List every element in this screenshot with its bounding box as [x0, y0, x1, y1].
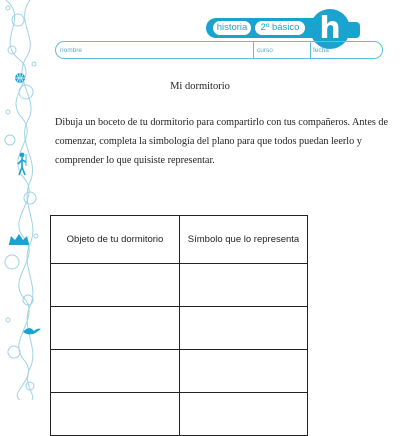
date-field-label: fecha: [313, 47, 329, 54]
worksheet-instructions: Dibuja un boceto de tu dormitorio para compartirlo con tus compañeros. Antes de comenzar, completa la simbología del plano para que todos puedan leerlo y comprender lo que quisiste representar.: [55, 117, 388, 166]
table-cell[interactable]: [51, 264, 180, 307]
field-divider: [253, 42, 254, 58]
worksheet-title: Mi dormitorio: [170, 81, 230, 92]
table-row: [51, 350, 308, 393]
student-info-bar: [55, 41, 383, 59]
table-row: [51, 307, 308, 350]
table-cell[interactable]: [51, 393, 180, 436]
table-header-row: [51, 216, 308, 264]
table-cell[interactable]: [180, 264, 308, 307]
name-field-label: nombre: [60, 47, 83, 54]
decorative-swirl-border: [0, 0, 46, 400]
table-cell[interactable]: [180, 393, 308, 436]
table-row: [51, 264, 308, 307]
table-cell[interactable]: [51, 350, 180, 393]
course-field-label: curso: [257, 47, 273, 54]
bird-icon: [22, 326, 42, 336]
person-figure-icon: [16, 152, 28, 176]
column-header-symbol: Símbolo que lo representa: [180, 216, 308, 264]
table-cell[interactable]: [180, 307, 308, 350]
subject-label: historia: [213, 21, 251, 35]
symbol-table: [50, 215, 308, 436]
table-row: [51, 393, 308, 436]
crown-icon: [8, 233, 30, 245]
column-header-object: Objeto de tu dormitorio: [51, 216, 180, 264]
logo: h: [319, 11, 341, 46]
table-cell[interactable]: [51, 307, 180, 350]
grade-label: 2º básico: [255, 21, 305, 35]
field-divider: [310, 42, 311, 58]
table-cell[interactable]: [180, 350, 308, 393]
